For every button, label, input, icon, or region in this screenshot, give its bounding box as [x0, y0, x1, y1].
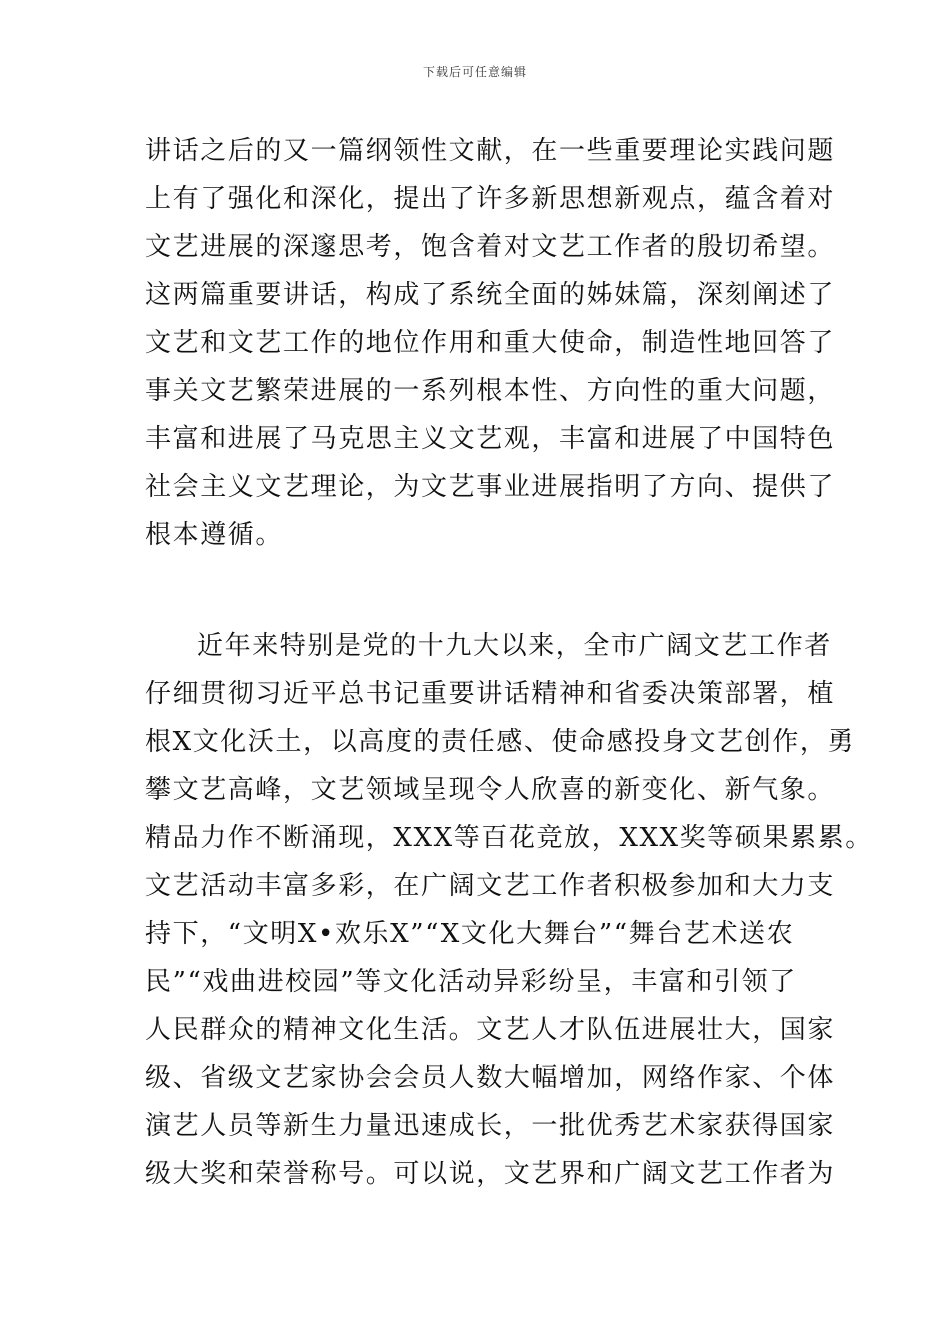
- paragraph-line: 文艺进展的深邃思考，饱含着对文艺工作者的殷切希望。: [145, 232, 836, 262]
- paragraph-line: 丰富和进展了马克思主义文艺观，丰富和进展了中国特色: [145, 424, 836, 454]
- paragraph-line: 精品力作不断涌现，XXX等百花竞放，XXX奖等硕果累累。: [145, 823, 873, 853]
- paragraph-2: [145, 622, 873, 1198]
- paragraph-line: 近年来特别是党的十九大以来，全市广阔文艺工作者: [197, 631, 832, 661]
- paragraph-line: 民”“戏曲进校园”等文化活动异彩纷呈，丰富和引领了: [145, 967, 797, 997]
- paragraph-line: 人民群众的精神文化生活。文艺人才队伍进展壮大，国家: [145, 1015, 836, 1045]
- paragraph-line: 文艺活动丰富多彩，在广阔文艺工作者积极参加和大力支: [145, 871, 836, 901]
- paragraph-line: 持下，“文明X•欢乐X”“X文化大舞台”“舞台艺术送农: [145, 919, 795, 949]
- paragraph-1: [145, 127, 836, 559]
- paragraph-line: 攀文艺高峰，文艺领域呈现令人欣喜的新变化、新气象。: [145, 775, 836, 805]
- paragraph-line: 级大奖和荣誉称号。可以说，文艺界和广阔文艺工作者为: [145, 1159, 836, 1189]
- paragraph-line: 事关文艺繁荣进展的一系列根本性、方向性的重大问题，: [145, 376, 836, 406]
- paragraph-line: 根本遵循。: [145, 520, 284, 550]
- paragraph-line: 上有了强化和深化，提出了许多新思想新观点，蕴含着对: [145, 184, 836, 214]
- paragraph-line: 根X文化沃土，以高度的责任感、使命感投身文艺创作，勇: [145, 727, 856, 757]
- paragraph-line: 级、省级文艺家协会会员人数大幅增加，网络作家、个体: [145, 1063, 836, 1093]
- paragraph-line: 这两篇重要讲话，构成了系统全面的姊妹篇，深刻阐述了: [145, 280, 836, 310]
- paragraph-line: 仔细贯彻习近平总书记重要讲话精神和省委决策部署，植: [145, 679, 836, 709]
- paragraph-line: 演艺人员等新生力量迅速成长，一批优秀艺术家获得国家: [145, 1111, 836, 1141]
- paragraph-line: 社会主义文艺理论，为文艺事业进展指明了方向、提供了: [145, 472, 836, 502]
- paragraph-line: 讲话之后的又一篇纲领性文献，在一些重要理论实践问题: [145, 136, 836, 166]
- paragraph-line: 文艺和文艺工作的地位作用和重大使命，制造性地回答了: [145, 328, 836, 358]
- page-header: 下载后可任意编辑: [422, 65, 527, 79]
